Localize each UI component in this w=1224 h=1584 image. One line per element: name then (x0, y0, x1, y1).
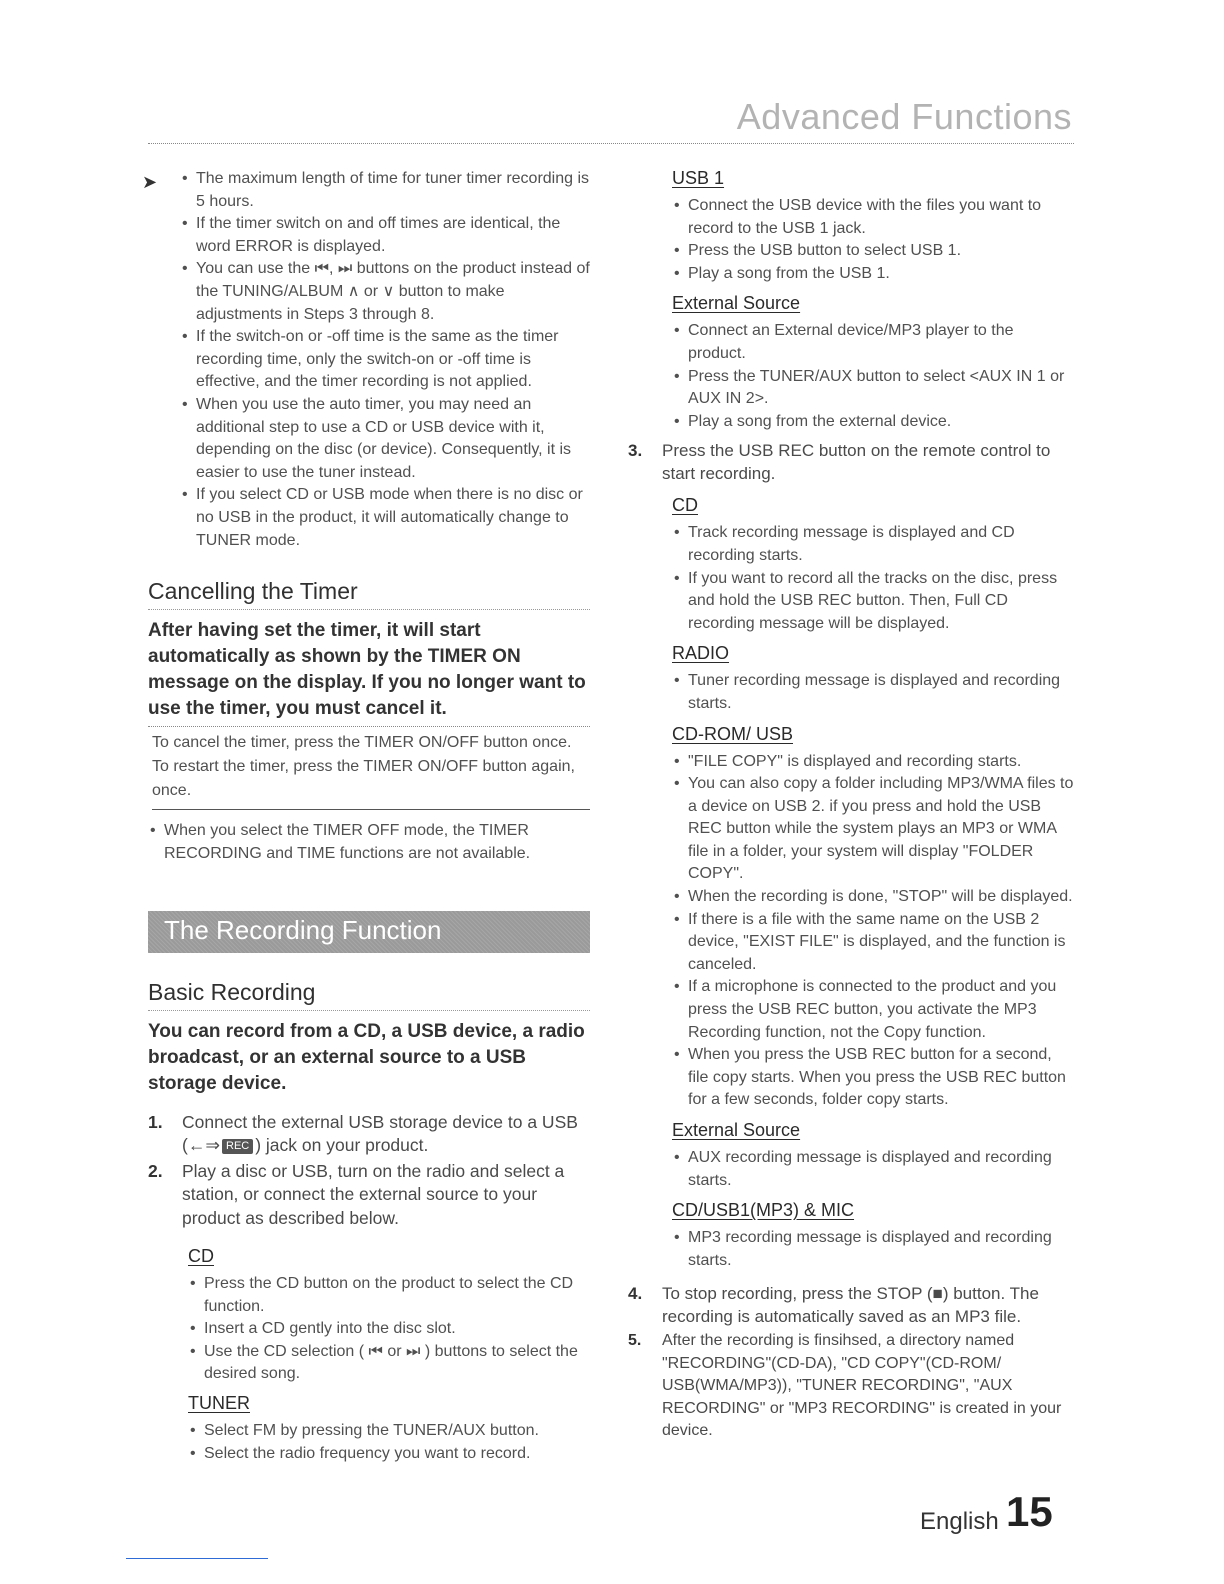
cd-heading: CD (672, 495, 698, 516)
list-item: • If you select CD or USB mode when there is no disc or no USB in the product, it will automatically change to TUNER mode. (180, 484, 590, 552)
banner-title: The Recording Function (164, 914, 442, 945)
list-item: • Press the CD button on the product to select the CD function. (188, 1273, 590, 1318)
list-item: • Connect the USB device with the files you want to record to the USB 1 jack. (672, 195, 1074, 240)
list-item: • Track recording message is displayed and CD recording starts. (672, 522, 1074, 567)
restart-line: To restart the timer, press the TIMER ON/OFF button again, once. (152, 758, 575, 800)
tuner-heading: TUNER (188, 1393, 250, 1414)
external-source-list (672, 1147, 1074, 1192)
header-divider (148, 143, 1074, 144)
cd-list (672, 522, 1074, 635)
page-number: 15 (1006, 1488, 1053, 1535)
list-item: • "FILE COPY" is displayed and recording starts. (672, 751, 1074, 774)
list-item: • Play a song from the USB 1. (672, 263, 1074, 286)
list-item: • Insert a CD gently into the disc slot. (188, 1318, 590, 1340)
cancel-instructions (152, 731, 590, 810)
cdrom-usb-heading: CD-ROM/ USB (672, 723, 793, 744)
list-item: • Select the radio frequency you want to record. (188, 1443, 590, 1465)
list-item: • Tuner recording message is displayed and recording starts. (672, 670, 1074, 715)
list-item: • If you want to record all the tracks on the disc, press and hold the USB REC button. Then, Full CD recording message will be displayed. (672, 568, 1074, 636)
usb-icon: ←⇒ (187, 1135, 220, 1156)
rec-icon: REC (222, 1139, 253, 1154)
footer-link-line (126, 1558, 268, 1559)
cancelling-timer-lead: After having set the timer, it will start automatically as shown by the TIMER ON message on the display. If you no longer want to use the timer, you must cancel it. (148, 618, 590, 727)
list-item: • MP3 recording message is displayed and recording starts. (672, 1227, 1074, 1272)
footer-language: English (920, 1508, 999, 1535)
timer-notes (142, 168, 590, 552)
list-item: • Use the CD selection ( ⏮ or ⏭ ) buttons to select the desired song. (188, 1341, 590, 1386)
list-item: • If there is a file with the same name on the USB 2 device, "EXIST FILE" is displayed, and the function is canceled. (672, 909, 1074, 977)
recording-subsections (672, 487, 1074, 1272)
steps-list (148, 1111, 590, 1231)
list-item: • You can also copy a folder including MP3/WMA files to a device on USB 2. if you press and hold the USB REC button while the system plays an MP3 or WMA file in a folder, your system will display "FOLDER COPY". (672, 773, 1074, 886)
right-column (628, 168, 1074, 1444)
list-item: • Connect an External device/MP3 player to the product. (672, 320, 1074, 365)
mic-heading: CD/USB1(MP3) & MIC (672, 1200, 855, 1221)
radio-list (672, 670, 1074, 715)
cd-subsection (188, 1238, 590, 1465)
mic-list (672, 1227, 1074, 1272)
usb1-list (672, 195, 1074, 285)
cd-heading: CD (188, 1246, 214, 1267)
step-1: 1. Connect the external USB storage device to a USB (←⇒ REC ) jack on your product. (148, 1111, 578, 1156)
note-arrow-icon: ➤ (142, 172, 158, 192)
basic-recording-lead: You can record from a CD, a USB device, a radio broadcast, or an external source to a USB storage device. (148, 1020, 585, 1094)
external-source-heading: External Source (672, 1120, 801, 1140)
usb1-heading: USB 1 (672, 168, 725, 188)
external-source-heading: External Source (672, 293, 801, 314)
list-item: • If a microphone is connected to the product and you press the USB REC button, you activate the MP3 Recording function, not the Copy function. (672, 976, 1074, 1044)
usb1-subsection (672, 168, 1074, 433)
cancel-line: To cancel the timer, press the TIMER ON/OFF button once. (152, 734, 572, 752)
left-column (142, 168, 590, 1465)
list-item: • When you use the auto timer, you may need an additional step to use a CD or USB device with it, depending on the disc (or device). Consequently, it is easier to use the tuner instead. (180, 394, 590, 484)
list-item: • The maximum length of time for tuner timer recording is 5 hours. (180, 168, 590, 213)
cancelling-timer-heading: Cancelling the Timer (148, 578, 590, 610)
list-item: • Press the TUNER/AUX button to select <AUX IN 1 or AUX IN 2>. (672, 366, 1074, 411)
list-item: • When you select the TIMER OFF mode, the TIMER RECORDING and TIME functions are not available. (148, 820, 590, 865)
list-item: • If the timer switch on and off times are identical, the word ERROR is displayed. (180, 213, 590, 258)
list-item: • AUX recording message is displayed and recording starts. (672, 1147, 1074, 1192)
step-4: 4. To stop recording, press the STOP (■) button. The recording is automatically saved as an MP3 file. (628, 1284, 1039, 1327)
external-source-list (672, 320, 1074, 433)
cdrom-usb-list (672, 751, 1074, 1113)
step-3: 3. Press the USB REC button on the remote control to start recording. (628, 441, 1051, 484)
list-item: • Press the USB button to select USB 1. (672, 240, 1074, 263)
step-5: 5. After the recording is finsihsed, a directory named "RECORDING"(CD-DA), "CD COPY"(CD-ROM/ USB(WMA/MP3)), "TUNER RECORDING", "AUX RECORDING" or "MP3 RECORDING" is created in your device. (628, 1332, 1062, 1439)
notes-list (180, 168, 590, 552)
radio-heading: RADIO (672, 643, 730, 664)
list-item: • Play a song from the external device. (672, 411, 1074, 434)
cd-list (188, 1273, 590, 1385)
list-item: • If the switch-on or -off time is the same as the timer recording time, only the switch-on or -off time is effective, and the timer recording is not applied. (180, 326, 590, 394)
cancel-note (148, 820, 590, 865)
tuner-list (188, 1420, 590, 1465)
section-banner (148, 911, 590, 953)
page-section-title: Advanced Functions (736, 96, 1072, 137)
list-item: • You can use the ⏮, ⏭ buttons on the product instead of the TUNING/ALBUM ∧ or ∨ button to make adjustments in Steps 3 through 8. (180, 258, 590, 326)
list-item: • Select FM by pressing the TUNER/AUX button. (188, 1420, 590, 1442)
list-item: • When you press the USB REC button for a second, file copy starts. When you press the USB REC button for a few seconds, folder copy starts. (672, 1044, 1074, 1112)
list-item: • When the recording is done, "STOP" will be displayed. (672, 886, 1074, 909)
step-2: 2. Play a disc or USB, turn on the radio and select a station, or connect the external source to your product as described below. (148, 1160, 565, 1228)
basic-recording-heading: Basic Recording (148, 979, 590, 1011)
